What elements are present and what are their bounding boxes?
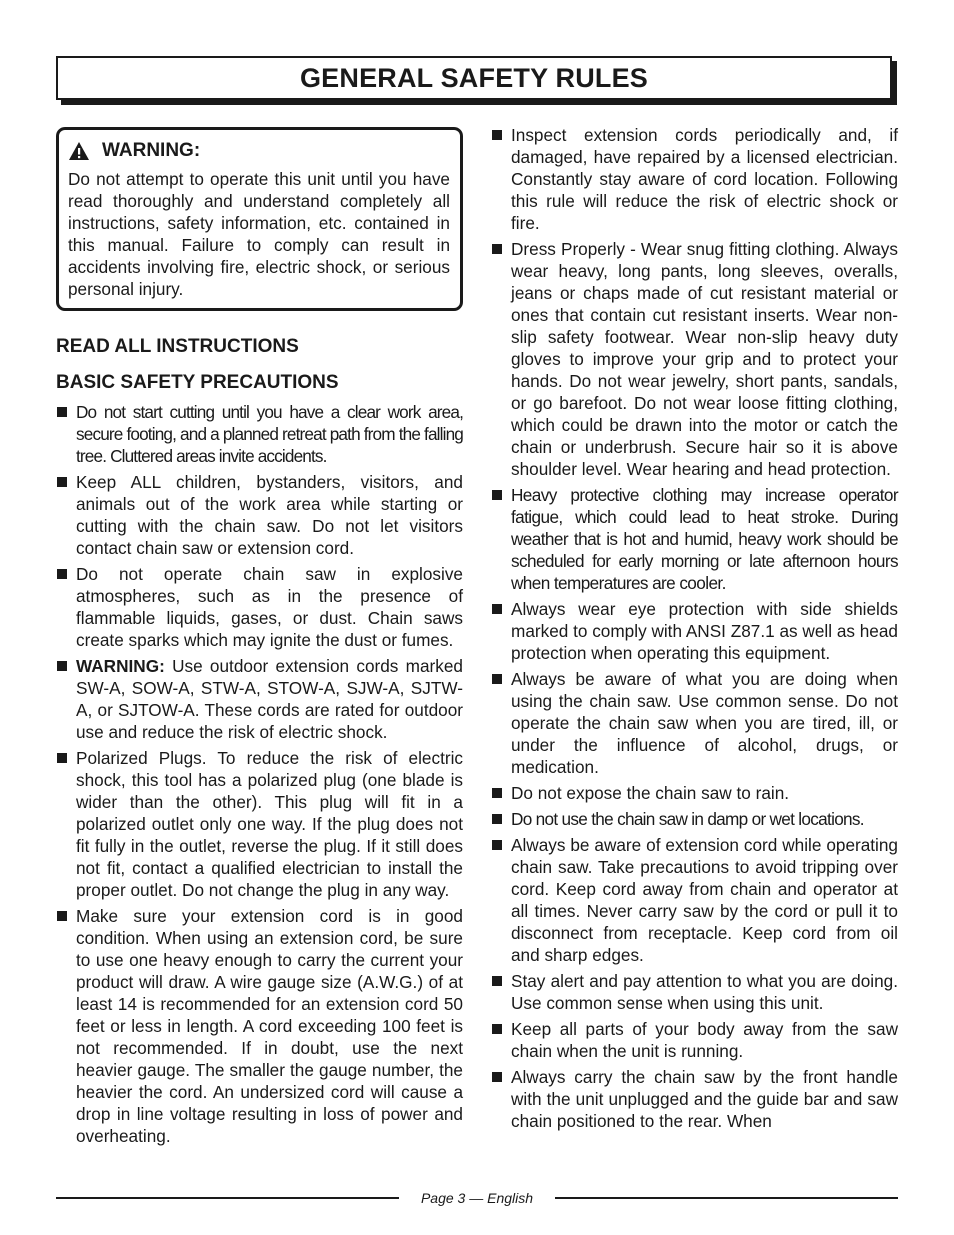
bullet-square-icon <box>492 130 502 140</box>
list-item: Always carry the chain saw by the front handle with the unit unplugged and the guide bar and saw chain positioned to the rear. When <box>491 1066 898 1132</box>
warning-title: WARNING: <box>102 140 201 161</box>
list-item: Make sure your extension cord is in good condition. When using an extension cord, be sure to use one heavy enough to carry the current your product will draw. A wire gauge size (A.W.G.) of at least 14 is recommended for an extension cord 50 feet or less in length. A cord exceeding 100 feet is not recommended. If in doubt, use the next heavier gauge. The smaller the gauge number, the heavier the cord. An undersized cord will cause a drop in line voltage resulting in loss of power and overheating. <box>56 905 463 1147</box>
footer-rule-right <box>555 1197 898 1199</box>
list-item: Do not use the chain saw in damp or wet locations. <box>491 808 898 830</box>
bullet-square-icon <box>57 911 67 921</box>
list-item: Always be aware of what you are doing when using the chain saw. Use common sense. Do not operate the chain saw when you are tired, ill, or under the influence of alcohol, drugs, or medication. <box>491 668 898 778</box>
list-item: Stay alert and pay attention to what you are doing. Use common sense when using this unit. <box>491 970 898 1014</box>
bullet-square-icon <box>57 661 67 671</box>
list-item: Do not expose the chain saw to rain. <box>491 782 898 804</box>
bullet-square-icon <box>492 1024 502 1034</box>
bullet-square-icon <box>492 244 502 254</box>
bullet-square-icon <box>57 569 67 579</box>
page-title-banner <box>56 56 892 100</box>
bullet-square-icon <box>57 477 67 487</box>
list-item: Heavy protective clothing may increase operator fatigue, which could lead to heat stroke. During weather that is hot and humid, heavy work should be scheduled for early morning or late afternoon hours when temperatures are cooler. <box>491 484 898 594</box>
left-bullet-list <box>56 401 463 1147</box>
page-footer <box>56 1188 898 1208</box>
bullet-square-icon <box>492 976 502 986</box>
list-item: Do not start cutting until you have a clear work area, secure footing, and a planned retreat path from the falling tree. Cluttered areas invite accidents. <box>56 401 463 467</box>
bullet-square-icon <box>57 407 67 417</box>
bullet-square-icon <box>492 788 502 798</box>
bullet-square-icon <box>492 604 502 614</box>
bullet-square-icon <box>492 490 502 500</box>
page-number: Page 3 — English <box>420 1190 534 1206</box>
heading-read-all-instructions: READ ALL INSTRUCTIONS <box>56 336 299 357</box>
right-column <box>491 124 898 1136</box>
list-item-lead: WARNING: <box>76 656 165 676</box>
list-item: WARNING: Use outdoor extension cords marked SW-A, SOW-A, STW-A, STOW-A, SJW-A, SJTW-A, or SJTOW-A. These cords are rated for outdoor use and reduce the risk of electric shock. <box>56 655 463 743</box>
list-item: Always wear eye protection with side shields marked to comply with ANSI Z87.1 as well as head protection when operating this equipment. <box>491 598 898 664</box>
list-item: Inspect extension cords periodically and, if damaged, have repaired by a licensed electrician. Constantly stay aware of cord location. Following this rule will reduce the risk of electric shock or fire. <box>491 124 898 234</box>
right-bullet-list <box>491 124 898 1132</box>
footer-rule-left <box>56 1197 399 1199</box>
bullet-square-icon <box>492 814 502 824</box>
warning-header <box>68 140 450 162</box>
bullet-square-icon <box>492 674 502 684</box>
warning-triangle-icon <box>68 141 90 161</box>
warning-box <box>56 127 463 311</box>
left-column <box>56 124 463 1151</box>
list-item: Polarized Plugs. To reduce the risk of electric shock, this tool has a polarized plug (one blade is wider than the other). This plug will fit in a polarized outlet only one way. If the plug does not fit fully in the outlet, reverse the plug. If it still does not fit, contact a qualified electrician to install the proper outlet. Do not change the plug in any way. <box>56 747 463 901</box>
bullet-square-icon <box>492 840 502 850</box>
list-item: Keep ALL children, bystanders, visitors, and animals out of the work area while starting or cutting with the chain saw. Do not let visitors contact chain saw or extension cord. <box>56 471 463 559</box>
bullet-square-icon <box>492 1072 502 1082</box>
list-item: Do not operate chain saw in explosive atmospheres, such as in the presence of flammable liquids, gases, or dust. Chain saws create sparks which may ignite the dust or fumes. <box>56 563 463 651</box>
bullet-square-icon <box>57 753 67 763</box>
list-item: Dress Properly - Wear snug fitting clothing. Always wear heavy, long pants, long sleeves, overalls, jeans or chaps made of cut resistant material or ones that contain cut resistant inserts. Wear non-slip safety footwear. Wear non-slip heavy duty gloves to improve your grip and to protect your hands. Do not wear jewelry, short pants, sandals, or go barefoot. Do not wear loose fitting clothing, which could be drawn into the motor or catch the chain or underbrush. Secure hair so it is above shoulder level. Wear hearing and head protection. <box>491 238 898 480</box>
warning-text: Do not attempt to operate this unit until you have read thoroughly and understand completely all instructions, safety information, etc. contained in this manual. Failure to comply can result in accidents involving fire, electric shock, or serious personal injury. <box>68 169 450 299</box>
heading-basic-safety-precautions: BASIC SAFETY PRECAUTIONS <box>56 372 339 393</box>
page-title: GENERAL SAFETY RULES <box>299 62 649 93</box>
list-item: Keep all parts of your body away from the saw chain when the unit is running. <box>491 1018 898 1062</box>
list-item: Always be aware of extension cord while operating chain saw. Take precautions to avoid tripping over cord. Keep cord away from chain and operator at all times. Never carry saw by the cord or pull it to disconnect from receptacle. Keep cord from oil and sharp edges. <box>491 834 898 966</box>
